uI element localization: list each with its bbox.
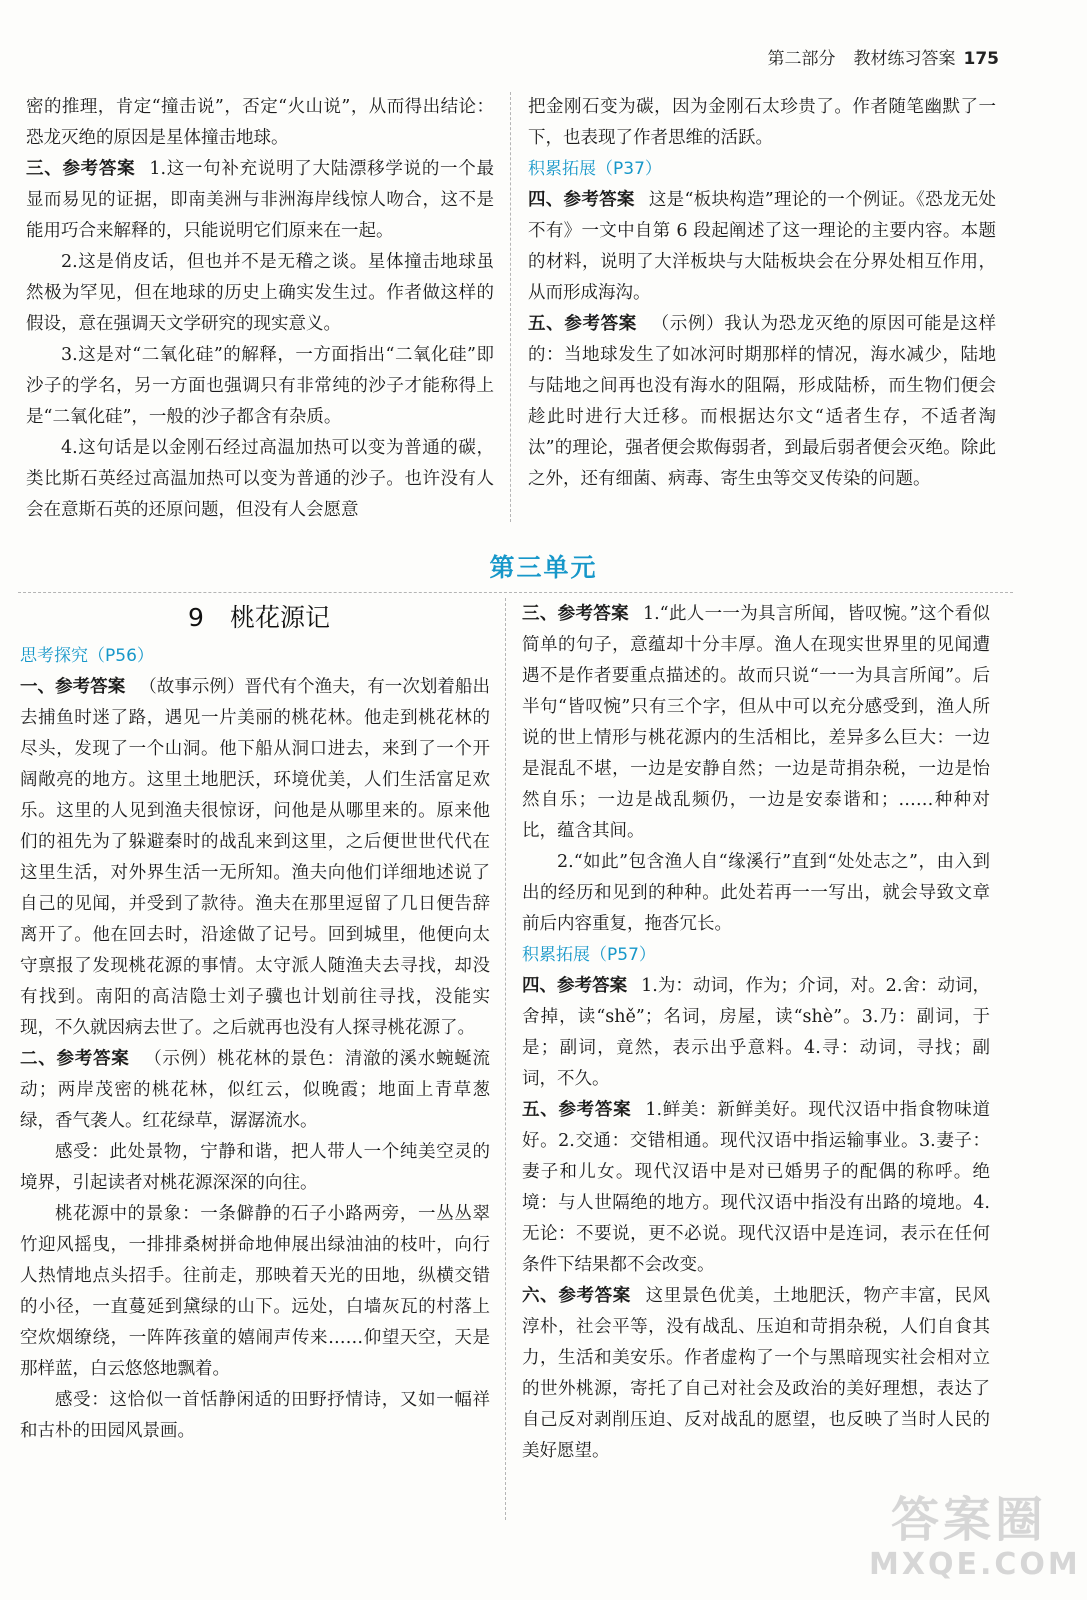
answer-3 xyxy=(26,154,494,247)
answer-label: 三、参考答案 xyxy=(522,604,629,624)
header-part: 第二部分 xyxy=(767,49,836,69)
answer-label: 二、参考答案 xyxy=(20,1049,130,1069)
answer-2 xyxy=(20,1044,490,1137)
paragraph: 密的推理，肯定“撞击说”，否定“火山说”，从而得出结论：恐龙灭绝的原因是星体撞击地球。 xyxy=(26,97,494,148)
section-heading: 积累拓展（P57） xyxy=(522,945,656,965)
answer-4 xyxy=(522,971,990,1095)
answer-3 xyxy=(522,599,990,847)
section-heading: 思考探究（P56） xyxy=(20,646,154,666)
section-heading: 积累拓展（P37） xyxy=(528,159,662,179)
top-right-column xyxy=(528,92,996,495)
answer-text: 这里景色优美，土地肥沃，物产丰富，民风淳朴，社会平等，没有战乱、压迫和苛捐杂税，人们自食其力，生活和美安乐。作者虚构了一个与黑暗现实社会相对立的世外桃源，寄托了自己对社会及政治的美好理想，表达了自己反对剥削压迫、反对战乱的愿望，也反映了当时人民的美好愿望。 xyxy=(522,1286,991,1461)
header-book: 教材练习答案 xyxy=(853,49,956,69)
lesson-number: 9 xyxy=(188,603,204,632)
answer-label: 五、参考答案 xyxy=(528,314,637,334)
answer-5 xyxy=(528,309,996,495)
answer-5 xyxy=(522,1095,990,1281)
bottom-left-column xyxy=(20,641,490,1447)
answer-text: （示例）桃花林的景色：清澈的溪水蜿蜒流动；两岸茂密的桃花林，似红云，似晚霞；地面上青草葱绿，香气袭人。红花绿草，潺潺流水。 xyxy=(20,1049,491,1131)
answer-text: 1.为：动词，作为；介词，对。2.舍：动词，舍掉，读“shě”；名词，房屋，读“shè”。3.乃：副词，于是；副词，竟然，表示出乎意料。4.寻：动词，寻找；副词，不久。 xyxy=(522,976,990,1089)
column-divider xyxy=(505,598,506,1520)
paragraph: 3.这是对“二氧化硅”的解释，一方面指出“二氧化硅”即沙子的学名，另一方面也强调只有非常纯的沙子才能称得上是“二氧化硅”，一般的沙子都含有杂质。 xyxy=(26,345,494,427)
paragraph: 感受：此处景物，宁静和谐，把人带人一个纯美空灵的境界，引起读者对桃花源深深的向往。 xyxy=(20,1142,490,1193)
answer-text: 1.鲜美：新鲜美好。现代汉语中指食物味道好。2.交通：交错相通。现代汉语中指运输事业。3.妻子：妻子和儿女。现代汉语中是对已婚男子的配偶的称呼。绝境：与人世隔绝的地方。现代汉语中指没有出路的境地。4.无论：不要说，更不必说。现代汉语中是连词，表示在任何条件下结果都不会改变。 xyxy=(522,1100,990,1275)
answer-1 xyxy=(20,672,490,1044)
answer-label: 四、参考答案 xyxy=(528,190,635,210)
watermark-url: MXQE.COM xyxy=(869,1547,1081,1582)
answer-text: 1.这一句补充说明了大陆漂移学说的一个最显而易见的证据，即南美洲与非洲海岸线惊人吻合，这不是能用巧合来解释的，只能说明它们原来在一起。 xyxy=(26,159,494,241)
bottom-right-column xyxy=(522,599,990,1467)
unit-title: 第三单元 xyxy=(489,553,598,582)
answer-label: 四、参考答案 xyxy=(522,976,628,996)
top-left-column xyxy=(26,92,494,526)
answer-text: 这是“板块构造”理论的一个例证。《恐龙无处不有》一文中自第 6 段起阐述了这一理论的主要内容。本题的材料，说明了大洋板块与大陆板块会在分界处相互作用，从而形成海沟。 xyxy=(528,190,996,303)
paragraph: 把金刚石变为碳，因为金刚石太珍贵了。作者随笔幽默了一下，也表现了作者思维的活跃。 xyxy=(528,97,996,148)
paragraph: 2.这是俏皮话，但也并不是无稽之谈。星体撞击地球虽然极为罕见，但在地球的历史上确实发生过。作者做这样的假设，意在强调天文学研究的现实意义。 xyxy=(26,252,494,334)
column-divider xyxy=(510,92,511,522)
page-header xyxy=(768,44,1000,69)
paragraph: 4.这句话是以金刚石经过高温加热可以变为普通的碳，类比斯石英经过高温加热可以变为普通的沙子。也许没有人会在意斯石英的还原问题，但没有人会愿意 xyxy=(26,438,494,520)
horizontal-divider xyxy=(18,592,1013,593)
answer-text: （示例）我认为恐龙灭绝的原因可能是这样的：当地球发生了如冰河时期那样的情况，海水减少，陆地与陆地之间再也没有海水的阻隔，形成陆桥，而生物们便会趁此时进行大迁移。而根据达尔文“适者生存，不适者淘汰”的理论，强者便会欺侮弱者，到最后弱者便会灭绝。除此之外，还有细菌、病毒、寄生虫等交叉传染的问题。 xyxy=(528,314,997,489)
answer-text: 1.“此人一一为具言所闻，皆叹惋。”这个看似简单的句子，意蕴却十分丰厚。渔人在现实世界里的见闻遭遇不是作者要重点描述的。故而只说“一一为具言所闻”。后半句“皆叹惋”只有三个字，但从中可以充分感受到，渔人所说的世上情形与桃花源内的生活相比，差异多么巨大：一边是混乱不堪，一边是安静自然；一边是苛捐杂税，一边是怡然自乐；一边是战乱频仍，一边是安泰谐和；……种种对比，蕴含其间。 xyxy=(522,604,991,841)
answer-label: 一、参考答案 xyxy=(20,677,126,697)
watermark-logo xyxy=(869,1492,1081,1588)
paragraph: 2.“如此”包含渔人自“缘溪行”直到“处处志之”，由入到出的经历和见到的种种。此处若再一一写出，就会导致文章前后内容重复，拖沓冗长。 xyxy=(522,852,990,934)
paragraph: 桃花源中的景象：一条僻静的石子小路两旁，一丛丛翠竹迎风摇曳，一排排桑树拼命地伸展出绿油油的枝叶，向行人热情地点头招手。往前走，那映着天光的田地，纵横交错的小径，一直蔓延到黛绿的山下。远处，白墙灰瓦的村落上空炊烟缭绕，一阵阵孩童的嬉闹声传来……仰望天空，天是那样蓝，白云悠悠地飘着。 xyxy=(20,1204,490,1379)
answer-label: 五、参考答案 xyxy=(522,1100,632,1120)
lesson-title xyxy=(20,600,498,636)
answer-text: （故事示例）晋代有个渔夫，有一次划着船出去捕鱼时迷了路，遇见一片美丽的桃花林。他走到桃花林的尽头，发现了一个山洞。他下船从洞口进去，来到了一个开阔敞亮的地方。这里土地肥沃，环境优美，人们生活富足欢乐。这里的人见到渔夫很惊讶，问他是从哪里来的。原来他们的祖先为了躲避秦时的战乱来到这里，之后便世世代代在这里生活，对外界生活一无所知。渔夫向他们详细地述说了自己的见闻，并受到了款待。渔夫在那里逗留了几日便告辞离开了。他在回去时，沿途做了记号。回到城里，他便向太守禀报了发现桃花源的事情。太守派人随渔夫去寻找，却没有找到。南阳的高洁隐士刘子骥也计划前往寻找，没能实现，不久就因病去世了。之后就再也没有人探寻桃花源了。 xyxy=(20,677,491,1038)
answer-label: 三、参考答案 xyxy=(26,159,136,179)
lesson-name: 桃花源记 xyxy=(229,603,330,632)
page-number: 175 xyxy=(963,49,999,69)
answer-6 xyxy=(522,1281,990,1467)
paragraph: 感受：这恰似一首恬静闲适的田野抒情诗，又如一幅祥和古朴的田园风景画。 xyxy=(20,1390,490,1441)
answer-label: 六、参考答案 xyxy=(522,1286,631,1306)
answer-4 xyxy=(528,185,996,309)
watermark-text: 答案圈 xyxy=(890,1492,1047,1548)
